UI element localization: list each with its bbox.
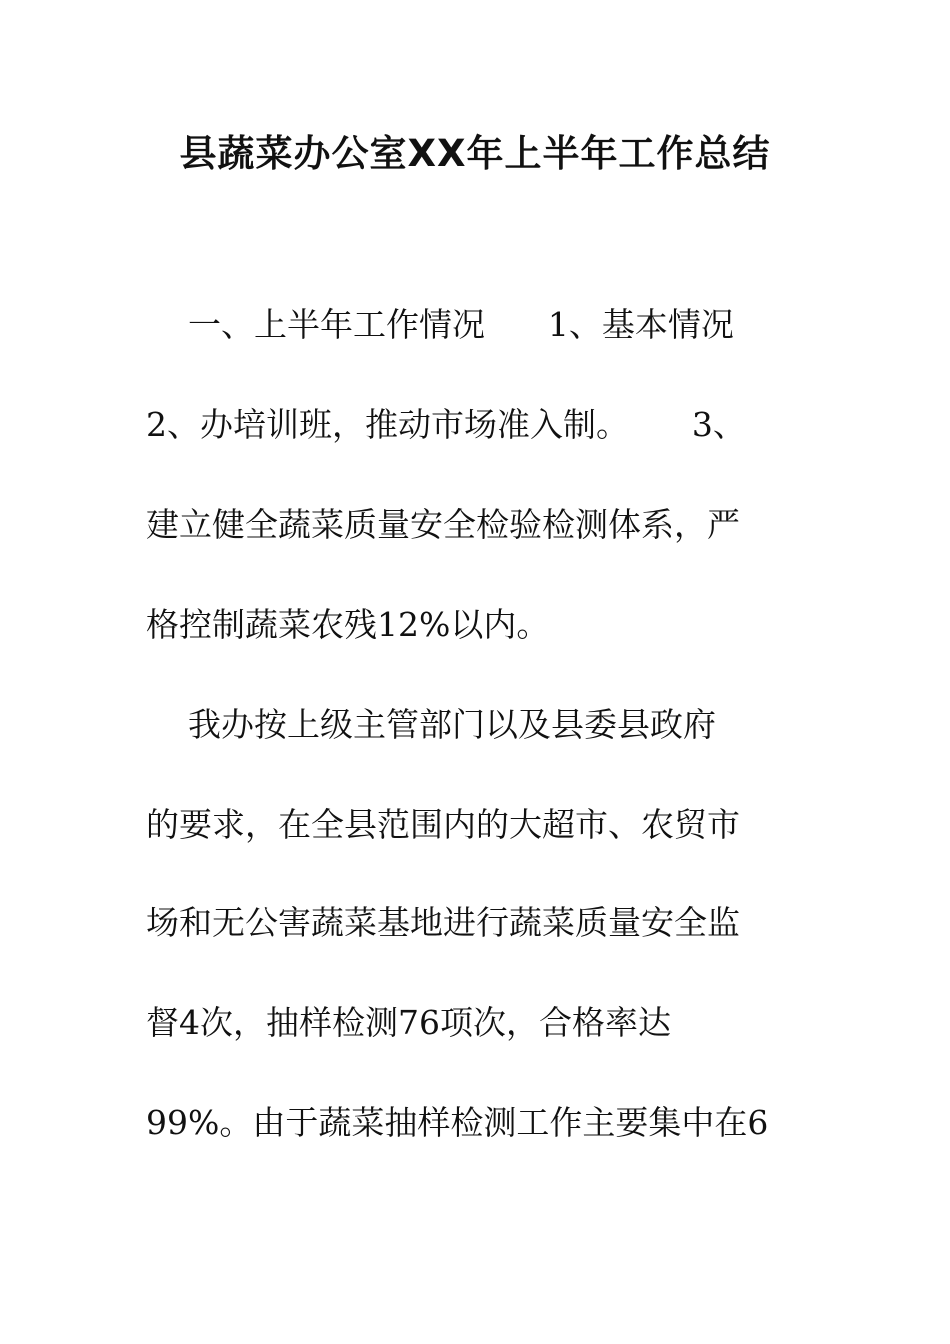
text-line: 督4次，抽样检测76项次，合格率达 <box>146 1003 671 1042</box>
text-line: 一、上半年工作情况 1、基本情况 <box>146 305 734 344</box>
text-line: 99%。由于蔬菜抽样检测工作主要集中在6 <box>146 1103 769 1142</box>
text-line: 我办按上级主管部门以及县委县政府 <box>146 705 716 744</box>
text-line: 格控制蔬菜农残12%以内。 <box>146 605 550 644</box>
text-line: 建立健全蔬菜质量安全检验检测体系，严 <box>146 505 740 544</box>
text-line: 场和无公害蔬菜基地进行蔬菜质量安全监 <box>146 903 740 942</box>
document-title: 县蔬菜办公室XX年上半年工作总结 <box>179 132 771 175</box>
text-line: 的要求，在全县范围内的大超市、农贸市 <box>146 805 740 844</box>
text-line: 2、办培训班，推动市场准入制。 3、 <box>146 405 746 444</box>
